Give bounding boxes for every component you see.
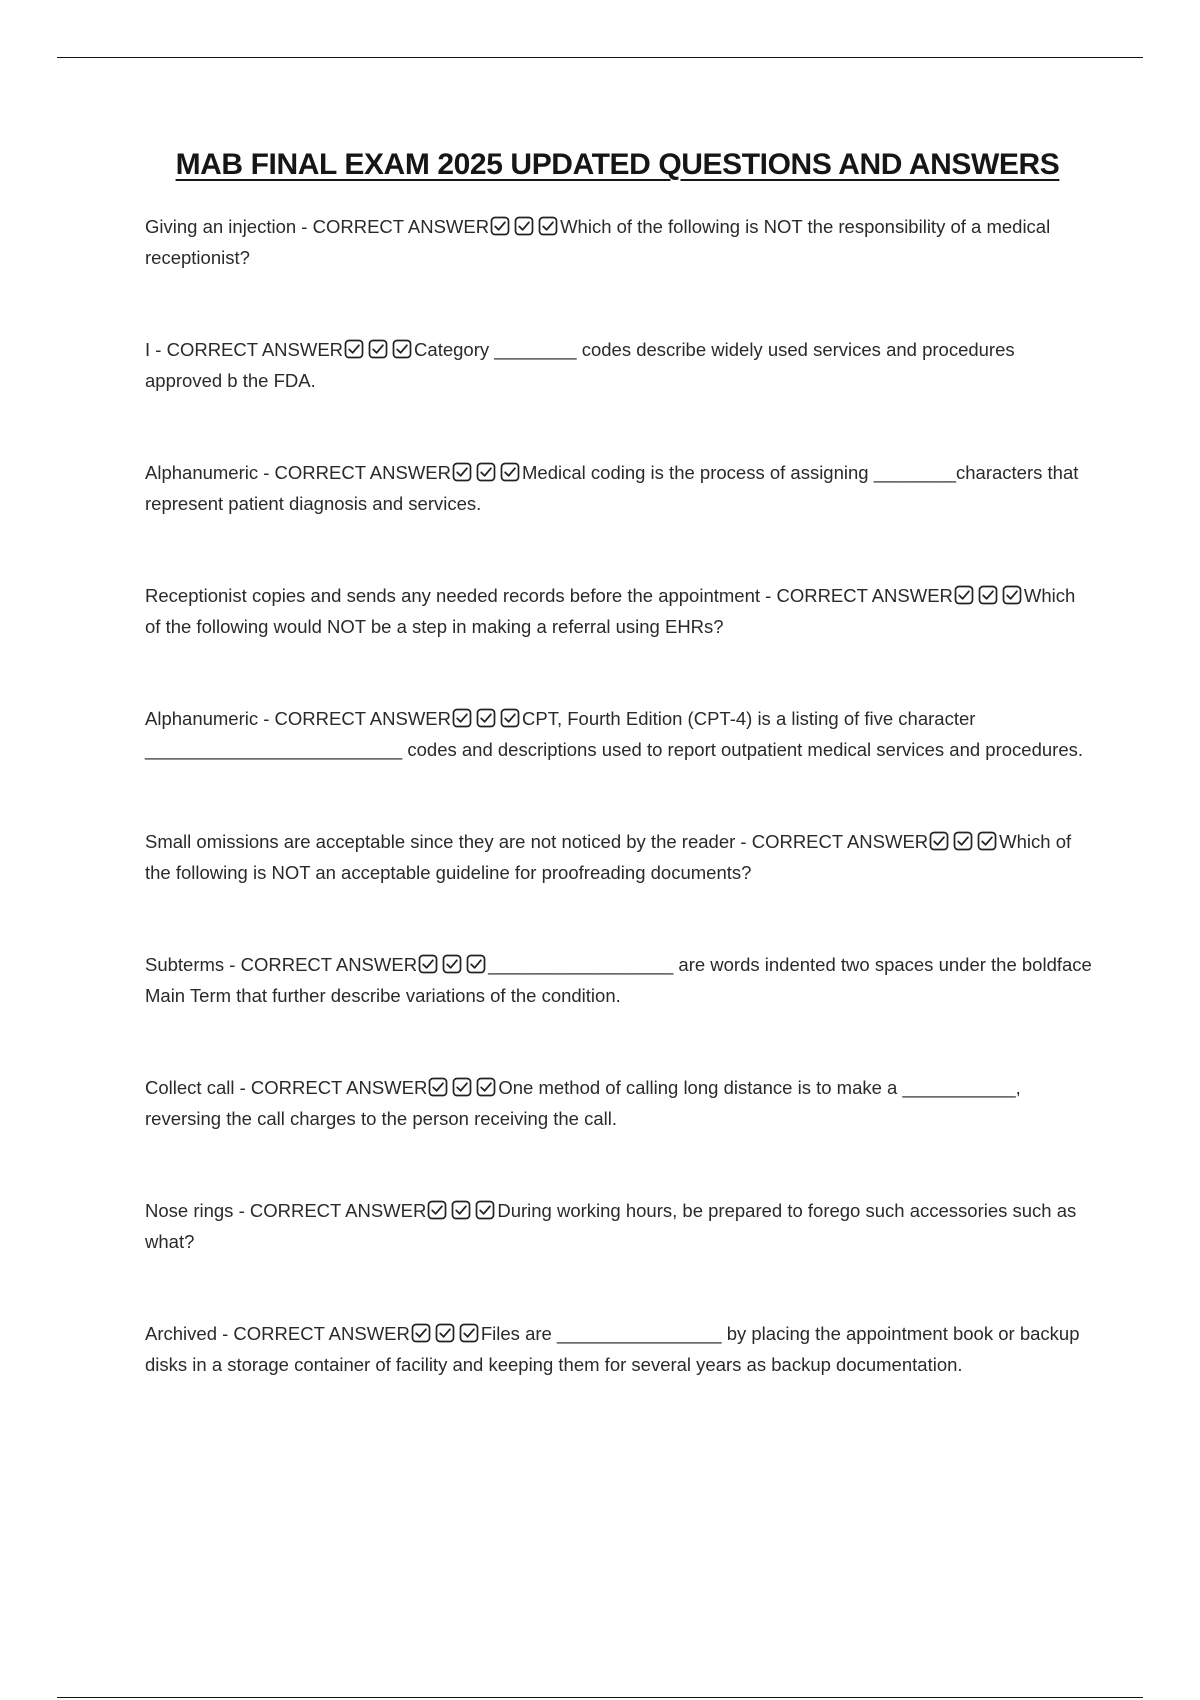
qa-item [145,1319,1095,1380]
checkbox-checked-icon [929,831,949,851]
checkbox-checked-icon [368,339,388,359]
correct-answer-checks [929,831,997,851]
checkbox-checked-icon [428,1077,448,1097]
question-text: Which of the following is NOT an acceptable guideline for proofreading documents? [145,831,1072,883]
question-text: Which of the following would NOT be a step in making a referral using EHRs? [145,585,1076,637]
answer-text: Archived - CORRECT ANSWER [145,1323,410,1344]
checkbox-checked-icon [442,954,462,974]
question-text: Which of the following is NOT the responsibility of a medical receptionist? [145,216,1051,268]
qa-item [145,704,1095,765]
checkbox-checked-icon [435,1323,455,1343]
checkbox-checked-icon [418,954,438,974]
checkbox-checked-icon [411,1323,431,1343]
correct-answer-checks [452,708,520,728]
correct-answer-checks [954,585,1022,605]
checkbox-checked-icon [452,1077,472,1097]
qa-item [145,212,1095,273]
qa-item [145,1196,1095,1257]
checkbox-checked-icon [476,462,496,482]
correct-answer-checks [490,216,558,236]
checkbox-checked-icon [977,831,997,851]
checkbox-checked-icon [538,216,558,236]
checkbox-checked-icon [500,462,520,482]
answer-text: Nose rings - CORRECT ANSWER [145,1200,427,1221]
answer-text: Collect call - CORRECT ANSWER [145,1077,428,1098]
answer-text: Alphanumeric - CORRECT ANSWER [145,708,452,729]
question-text: __________________ are words indented two spaces under the boldface Main Term that further describe variations of the condition. [145,954,1092,1006]
checkbox-checked-icon [954,585,974,605]
qa-item [145,581,1095,642]
correct-answer-checks [418,954,486,974]
correct-answer-checks [411,1323,479,1343]
answer-text: Giving an injection - CORRECT ANSWER [145,216,490,237]
correct-answer-checks [344,339,412,359]
correct-answer-checks [427,1200,495,1220]
checkbox-checked-icon [344,339,364,359]
answer-text: Receptionist copies and sends any needed records before the appointment - CORRECT ANSWER [145,585,953,606]
checkbox-checked-icon [392,339,412,359]
checkbox-checked-icon [475,1200,495,1220]
checkbox-checked-icon [459,1323,479,1343]
checkbox-checked-icon [452,708,472,728]
header-rule [57,57,1143,58]
checkbox-checked-icon [427,1200,447,1220]
question-text: Category ________ codes describe widely used services and procedures approved b the FDA. [145,339,1015,391]
answer-text: Subterms - CORRECT ANSWER [145,954,418,975]
answer-text: Small omissions are acceptable since they are not noticed by the reader - CORRECT ANSWER [145,831,929,852]
question-text: Medical coding is the process of assigning ________characters that represent patient diagnosis and services. [145,462,1079,514]
question-text: One method of calling long distance is to make a ___________, reversing the call charges to the person receiving the call. [145,1077,1021,1129]
checkbox-checked-icon [476,1077,496,1097]
checkbox-checked-icon [466,954,486,974]
answer-text: Alphanumeric - CORRECT ANSWER [145,462,452,483]
correct-answer-checks [428,1077,496,1097]
checkbox-checked-icon [451,1200,471,1220]
qa-list [145,212,1095,1442]
qa-item [145,335,1095,396]
qa-item [145,950,1095,1011]
checkbox-checked-icon [500,708,520,728]
checkbox-checked-icon [1002,585,1022,605]
qa-item [145,1073,1095,1134]
document-title: MAB FINAL EXAM 2025 UPDATED QUESTIONS AND ANSWERS [175,148,1060,181]
question-text: Files are ________________ by placing the appointment book or backup disks in a storage container of facility and keeping them for several years as backup documentation. [145,1323,1080,1375]
checkbox-checked-icon [490,216,510,236]
question-text: During working hours, be prepared to forego such accessories such as what? [145,1200,1077,1252]
checkbox-checked-icon [953,831,973,851]
answer-text: I - CORRECT ANSWER [145,339,344,360]
checkbox-checked-icon [452,462,472,482]
qa-item [145,458,1095,519]
correct-answer-checks [452,462,520,482]
checkbox-checked-icon [476,708,496,728]
checkbox-checked-icon [514,216,534,236]
question-text: CPT, Fourth Edition (CPT-4) is a listing of five character _________________________ codes and descriptions used to report outpatient medical services and procedures. [145,708,1083,760]
footer-rule [57,1697,1143,1698]
checkbox-checked-icon [978,585,998,605]
qa-item [145,827,1095,888]
